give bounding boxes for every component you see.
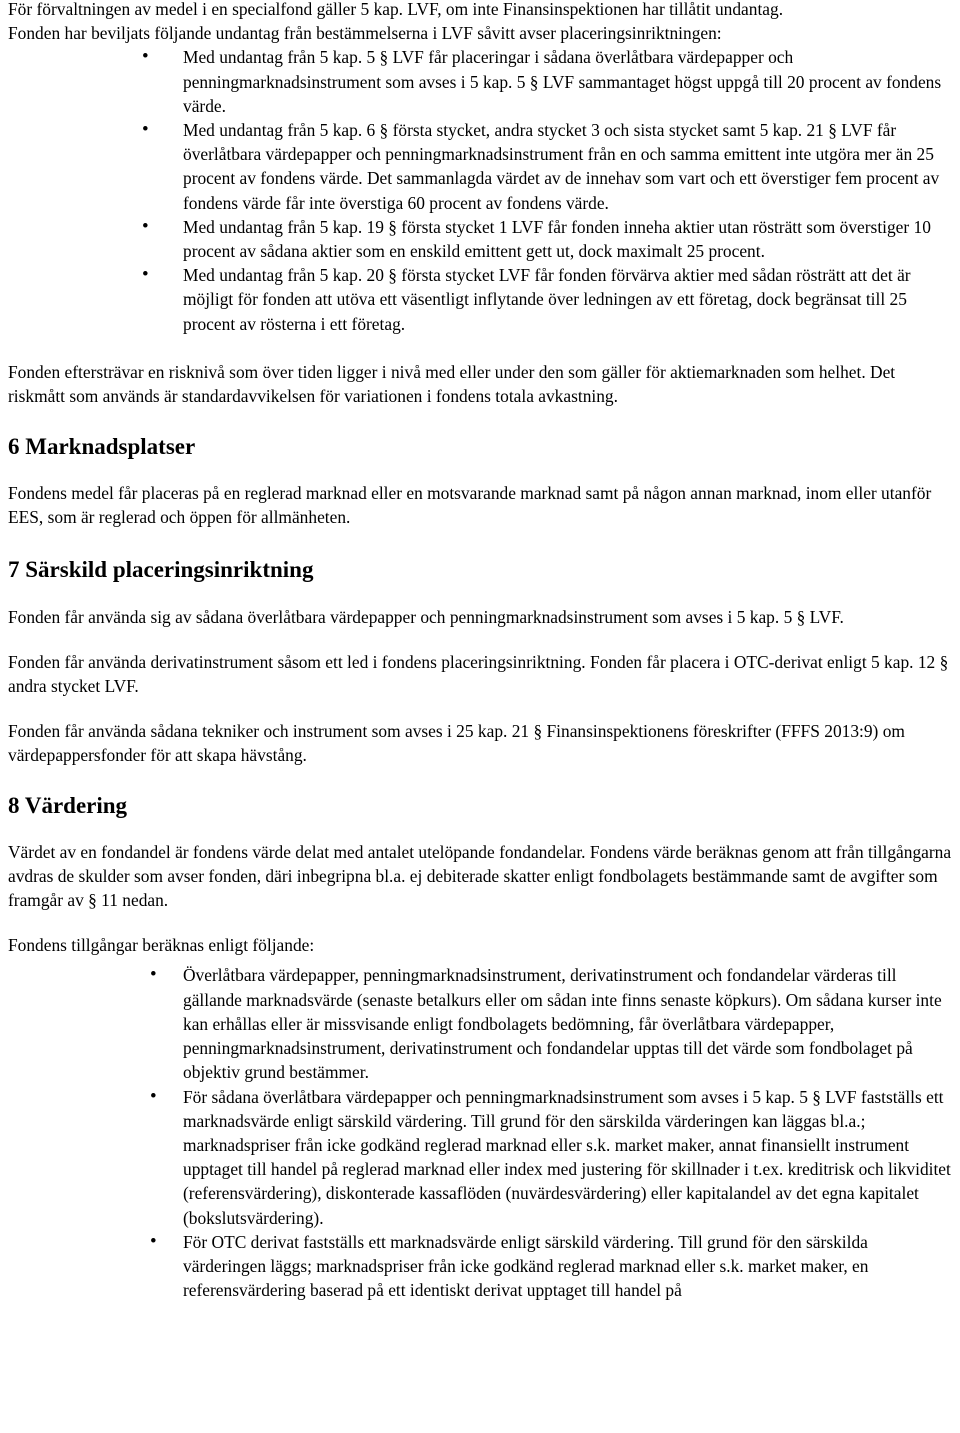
exemption-item: • Med undantag från 5 kap. 5 § LVF får placeringar i sådana överlåtbara värdepapper och penningmarknadsinstrument som avses i 5 kap. 5 § LVF sammantaget högst uppgå till 20 procent av fondens värde. bbox=[183, 45, 954, 118]
assets-intro: Fondens tillgångar beräknas enligt följande: bbox=[8, 935, 315, 956]
section-8-heading: 8 Värdering bbox=[8, 792, 128, 818]
exemption-item: • Med undantag från 5 kap. 19 § första stycket 1 LVF får fonden inneha aktier utan rösträtt som överstiger 10 procent av sådana aktier som en enskild emittent gett ut, dock maximalt 25 procent. bbox=[183, 215, 954, 263]
section-7-paragraph: Fonden får använda derivatinstrument såsom ett led i fondens placeringsinriktning. Fonden får placera i OTC-derivat enligt 5 kap. 12 § andra stycket LVF. bbox=[8, 651, 949, 697]
valuation-item: • För sådana överlåtbara värdepapper och penningmarknadsinstrument som avses i 5 kap. 5 § LVF fastställs ett marknadsvärde enligt särskild värdering. Till grund för den särskilda värderingen kan läggas bl.a.; marknadspriser från icke godkänd reglerad marknad eller s.k. market maker, annat finansiellt instrument upptaget till handel på reglerad marknad eller index med justering för skillnader i t.ex. kreditrisk och likviditet (referensvärdering), diskonterade kassaflöden (nuvärdesvärdering) eller kapitalandel av det egna kapitalet (bokslutsvärdering). bbox=[183, 1085, 954, 1230]
section-7-paragraph: Fonden får använda sådana tekniker och instrument som avses i 25 kap. 21 § Finansinspektionens föreskrifter (FFFS 2013:9) om värdepappersfonder för att skapa hävstång. bbox=[8, 721, 905, 766]
exemption-item: • Med undantag från 5 kap. 6 § första stycket, andra stycket 3 och sista stycket samt 5 kap. 21 § LVF får överlåtbara värdepapper och penningmarknadsinstrument från en och samma emittent inte utgöra mer än 25 procent av fondens värde. Det sammanlagda värdet av de innehav som vart och ett överstiger fem procent av fondens värde får inte överstiga 60 procent av fondens värde. bbox=[183, 118, 954, 215]
risk-paragraph: Fonden eftersträvar en risknivå som över tiden ligger i nivå med eller under den som gäller för aktiemarknaden som helhet. Det riskmått som används är standardavvikelsen för variationen i fondens totala avkastning. bbox=[8, 361, 896, 407]
section-6-body: Fondens medel får placeras på en reglerad marknad eller en motsvarande marknad samt på någon annan marknad, inom eller utanför EES, som är reglerad och öppen för allmänheten. bbox=[8, 483, 932, 528]
valuation-list bbox=[183, 963, 954, 1302]
document-page bbox=[8, 0, 954, 1302]
valuation-item: • Överlåtbara värdepapper, penningmarknadsinstrument, derivatinstrument och fondandelar värderas till gällande marknadsvärde (senaste betalkurs eller om sådan inte finns senaste köpkurs). Om sådana kurser inte kan erhållas eller är missvisande enligt fondbolagets bedömning, får överlåtbara värdepapper, penningmarknadsinstrument, derivatinstrument och fondandelar upptas till det värde som fondbolaget på objektiv grund bestämmer. bbox=[183, 963, 954, 1084]
section-8-paragraph: Värdet av en fondandel är fondens värde delat med antalet utelöpande fondandelar. Fondens värde beräknas genom att från tillgångarna avdras de skulder som avser fonden, däri inbegripna bl.a. ej debiterade skatter enligt fondbolagets bestämmande samt de avgifter som framgår av § 11 nedan. bbox=[8, 841, 952, 911]
section-6-heading: 6 Marknadsplatser bbox=[8, 434, 196, 460]
exemption-item: • Med undantag från 5 kap. 20 § första stycket LVF får fonden förvärva aktier med sådan rösträtt att det är möjligt för fonden att utöva ett väsentligt inflytande över ledningen av ett företag, dock begränsat till 25 procent av rösterna i ett företag. bbox=[183, 263, 954, 336]
intro-line-1: För förvaltningen av medel i en specialfond gäller 5 kap. LVF, om inte Finansinspektionen har tillåtit undantag. bbox=[8, 0, 784, 19]
section-7-paragraph: Fonden får använda sig av sådana överlåtbara värdepapper och penningmarknadsinstrument som avses i 5 kap. 5 § LVF. bbox=[8, 606, 844, 627]
intro-line-2: Fonden har beviljats följande undantag från bestämmelserna i LVF såvitt avser placeringsinriktningen: bbox=[8, 23, 722, 44]
valuation-item: • För OTC derivat fastställs ett marknadsvärde enligt särskild värdering. Till grund för den särskilda värderingen läggs; marknadspriser från icke godkänd reglerad marknad eller s.k. market maker, en referensvärdering baserad på ett identiskt derivat upptaget till handel på bbox=[183, 1230, 954, 1303]
section-7-heading: 7 Särskild placeringsinriktning bbox=[8, 556, 314, 582]
exemption-list bbox=[183, 45, 954, 335]
